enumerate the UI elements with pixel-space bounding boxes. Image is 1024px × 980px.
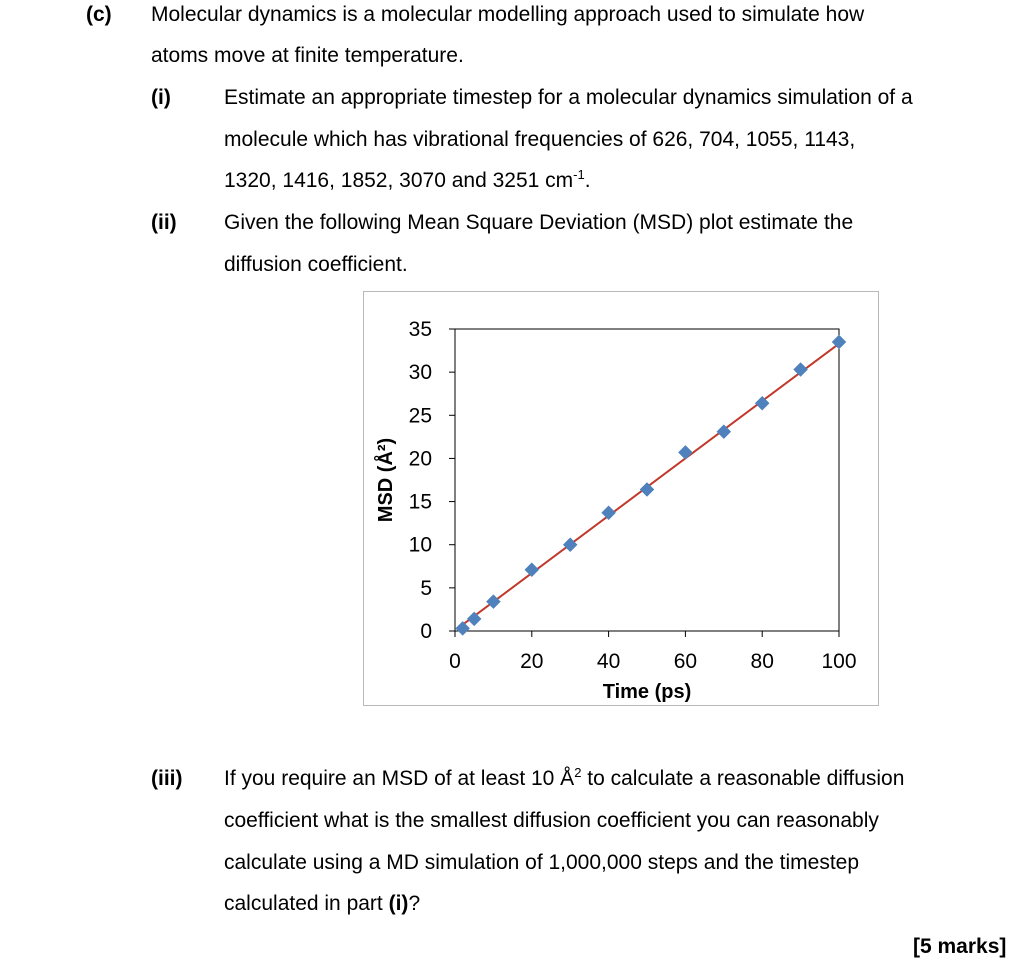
y-tick-label: 10 xyxy=(408,533,432,557)
part-i-text-line-3 xyxy=(224,169,591,193)
part-iii-text-line-3: calculate using a MD simulation of 1,000,000 steps and the timestep xyxy=(224,851,860,874)
x-axis-ticks xyxy=(449,631,856,673)
x-tick-label: 100 xyxy=(821,650,857,673)
part-ii-text-line-2: diffusion coefficient. xyxy=(224,253,408,276)
part-iii-text-line-2: coefficient what is the smallest diffusion coefficient you can reasonably xyxy=(224,809,879,832)
data-point-marker xyxy=(467,612,481,626)
y-tick-label: 35 xyxy=(408,318,432,341)
part-ii-text-line-1: Given the following Mean Square Deviation (MSD) plot estimate the xyxy=(224,211,854,234)
data-point-marker xyxy=(794,363,808,377)
part-i-text-line-2: molecule which has vibrational frequencies of 626, 704, 1055, 1143, xyxy=(224,128,856,151)
part-iii-text-line-4 xyxy=(224,892,420,916)
part-iii-line-4-b: ? xyxy=(408,892,421,915)
part-iii-line-1-b: to calculate a reasonable diffusion xyxy=(581,767,905,790)
part-iii-line-1-superscript: 2 xyxy=(574,765,582,780)
part-iii-text-line-1 xyxy=(224,767,904,791)
part-iii-line-1-a: If you require an MSD of at least 10 Å xyxy=(224,767,575,790)
part-i-label: (i) xyxy=(151,86,171,109)
y-tick-label: 30 xyxy=(408,361,432,385)
part-ii-label: (ii) xyxy=(151,211,177,234)
part-c-text-line-1: Molecular dynamics is a molecular modelling approach used to simulate how xyxy=(151,3,865,26)
marks-label: [5 marks] xyxy=(913,935,1007,958)
data-point-marker xyxy=(678,445,692,459)
part-iii-label: (iii) xyxy=(151,767,183,790)
part-i-line-3-superscript: -1 xyxy=(573,167,585,182)
x-tick-label: 60 xyxy=(673,650,698,673)
x-axis-title: Time (ps) xyxy=(602,681,692,703)
x-tick-label: 20 xyxy=(520,650,544,673)
part-i-line-3-main: 1320, 1416, 1852, 3070 and 3251 cm xyxy=(224,169,574,192)
data-point-marker xyxy=(456,621,470,635)
data-point-marker xyxy=(602,506,616,520)
y-axis-ticks xyxy=(409,318,455,643)
y-tick-label: 0 xyxy=(420,620,432,643)
y-axis-title: MSD (Å²) xyxy=(375,437,397,523)
msd-chart xyxy=(363,291,879,706)
part-i-text-line-1: Estimate an appropriate timestep for a molecular dynamics simulation of a xyxy=(224,86,913,109)
part-iii-line-4-bold: (i) xyxy=(388,892,409,915)
y-tick-label: 25 xyxy=(408,404,432,428)
part-c-text-line-2: atoms move at finite temperature. xyxy=(151,44,464,67)
y-tick-label: 5 xyxy=(420,576,432,600)
data-point-marker xyxy=(525,563,539,577)
y-tick-label: 20 xyxy=(408,447,432,471)
y-tick-label: 15 xyxy=(408,490,432,514)
x-tick-label: 40 xyxy=(596,650,621,673)
x-tick-label: 0 xyxy=(449,650,461,673)
part-iii-line-4-a: calculated in part xyxy=(224,892,389,915)
msd-chart-svg xyxy=(364,292,878,705)
x-tick-label: 80 xyxy=(750,650,774,673)
plot-area-frame xyxy=(455,329,839,631)
part-i-line-3-end: . xyxy=(584,169,591,192)
part-c-label: (c) xyxy=(86,3,112,26)
